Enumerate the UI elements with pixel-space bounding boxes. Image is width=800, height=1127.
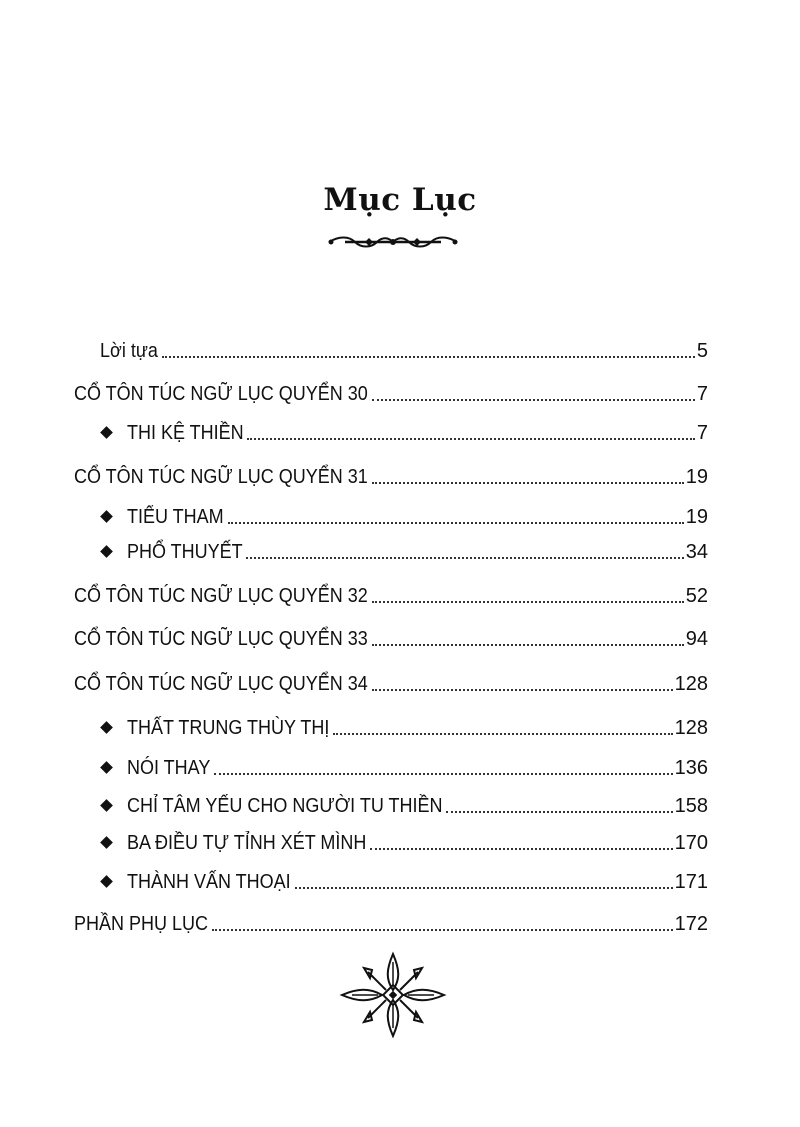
toc-entry-page-number: 5 xyxy=(696,340,708,362)
toc-entry-title: TIỂU THAM xyxy=(127,506,224,528)
diamond-bullet-icon xyxy=(100,799,113,812)
toc-entry-page-number: 172 xyxy=(674,913,708,935)
diamond-bullet-icon xyxy=(100,836,113,849)
toc-entry[interactable] xyxy=(102,534,708,564)
dot-leader xyxy=(246,556,684,559)
toc-entry-title: NÓI THAY xyxy=(127,757,211,779)
toc-entry[interactable] xyxy=(102,710,708,740)
dot-leader xyxy=(372,481,684,484)
toc-entry[interactable] xyxy=(102,788,708,818)
toc-entry-page-number: 171 xyxy=(674,871,708,893)
diamond-bullet-icon xyxy=(100,761,113,774)
toc-entry-page-number: 7 xyxy=(696,422,708,444)
decorative-star-ornament xyxy=(338,950,448,1040)
toc-entry-title: Lời tựa xyxy=(100,340,158,362)
dot-leader xyxy=(372,600,684,603)
toc-entry[interactable] xyxy=(102,750,708,780)
toc-entry-page-number: 7 xyxy=(696,383,708,405)
dot-leader xyxy=(446,810,673,813)
toc-entry-page-number: 136 xyxy=(674,757,708,779)
toc-entry[interactable] xyxy=(74,578,708,608)
toc-entry-page-number: 94 xyxy=(685,628,708,650)
toc-entry-page-number: 52 xyxy=(685,585,708,607)
toc-entry-page-number: 158 xyxy=(674,795,708,817)
diamond-bullet-icon xyxy=(100,545,113,558)
toc-entry-title: CỔ TÔN TÚC NGỮ LỤC QUYỂN 34 xyxy=(74,673,368,695)
toc-entry-title: CỔ TÔN TÚC NGỮ LỤC QUYỂN 33 xyxy=(74,628,368,650)
diamond-bullet-icon xyxy=(100,510,113,523)
toc-entry-title: THI KỆ THIỀN xyxy=(127,422,244,444)
toc-entry[interactable] xyxy=(74,459,708,489)
toc-entry-title: CỔ TÔN TÚC NGỮ LỤC QUYỂN 30 xyxy=(74,383,368,405)
toc-entry-title: THÀNH VẤN THOẠI xyxy=(127,871,291,893)
toc-entry-title: BA ĐIỀU TỰ TỈNH XÉT MÌNH xyxy=(127,832,367,854)
toc-entry-title: CỔ TÔN TÚC NGỮ LỤC QUYỂN 32 xyxy=(74,585,368,607)
dot-leader xyxy=(333,732,672,735)
toc-entry-title: THẤT TRUNG THÙY THỊ xyxy=(127,717,330,739)
page-title: Mục Lục xyxy=(323,182,477,218)
toc-entry-title: CỔ TÔN TÚC NGỮ LỤC QUYỂN 31 xyxy=(74,466,368,488)
toc-entry-title: PHỔ THUYẾT xyxy=(127,541,243,563)
toc-entry[interactable] xyxy=(102,415,708,445)
toc-entry[interactable] xyxy=(74,376,708,406)
toc-entry-page-number: 19 xyxy=(685,506,708,528)
toc-entry-page-number: 128 xyxy=(674,673,708,695)
dot-leader xyxy=(372,643,684,646)
diamond-bullet-icon xyxy=(100,426,113,439)
diamond-bullet-icon xyxy=(100,721,113,734)
dot-leader xyxy=(372,398,695,401)
toc-entry[interactable] xyxy=(74,906,708,936)
toc-entry-page-number: 34 xyxy=(685,541,708,563)
toc-entry[interactable] xyxy=(100,333,708,363)
toc-entry[interactable] xyxy=(74,621,708,651)
dot-leader xyxy=(370,847,672,850)
dot-leader xyxy=(162,355,695,358)
title-divider-ornament xyxy=(325,234,461,250)
dot-leader xyxy=(214,772,673,775)
dot-leader xyxy=(228,521,684,524)
diamond-bullet-icon xyxy=(100,875,113,888)
toc-entry[interactable] xyxy=(102,499,708,529)
dot-leader xyxy=(295,886,673,889)
toc-entry[interactable] xyxy=(74,666,708,696)
toc-entry-page-number: 19 xyxy=(685,466,708,488)
toc-entry[interactable] xyxy=(102,825,708,855)
toc-entry-title: CHỈ TÂM YẾU CHO NGƯỜI TU THIỀN xyxy=(127,795,443,817)
toc-entry-title: PHẦN PHỤ LỤC xyxy=(74,913,209,935)
dot-leader xyxy=(247,437,695,440)
dot-leader xyxy=(212,928,673,931)
dot-leader xyxy=(372,688,672,691)
toc-entry[interactable] xyxy=(102,864,708,894)
toc-entry-page-number: 170 xyxy=(674,832,708,854)
toc-entry-page-number: 128 xyxy=(674,717,708,739)
